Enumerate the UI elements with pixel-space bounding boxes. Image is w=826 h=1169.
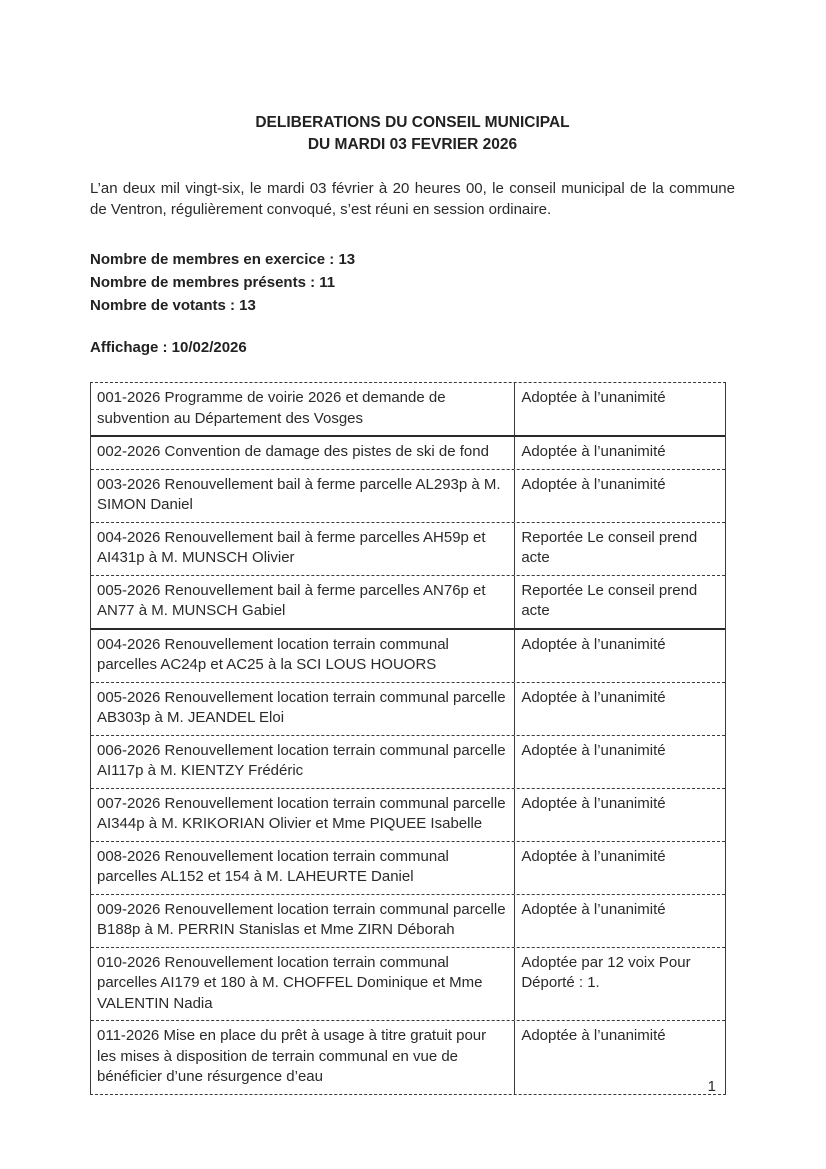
deliberation-cell: 005-2026 Renouvellement location terrain communal parcelle AB303p à M. JEANDEL Eloi	[91, 683, 515, 735]
deliberation-cell: 008-2026 Renouvellement location terrain communal parcelles AL152 et 154 à M. LAHEURTE Daniel	[91, 842, 515, 894]
deliberation-cell: 003-2026 Renouvellement bail à ferme parcelle AL293p à M. SIMON Daniel	[91, 470, 515, 522]
decision-cell: Adoptée à l’unanimité	[521, 475, 666, 493]
decision-cell: Adoptée à l’unanimité	[521, 389, 666, 406]
table-row	[91, 842, 725, 895]
decision-cell: Reportée Le conseil prend acte	[521, 528, 698, 566]
table-row	[91, 1021, 725, 1094]
affichage-line: Affichage : 10/02/2026	[90, 339, 247, 356]
table-row	[91, 576, 725, 630]
votants-line: Nombre de votants : 13	[90, 297, 256, 314]
decision-cell: Adoptée par 12 voix Pour Déporté : 1.	[521, 953, 691, 991]
decision-cell: Adoptée à l’unanimité	[521, 1027, 666, 1044]
table-row	[91, 736, 725, 789]
table-row	[91, 895, 725, 948]
table-row	[91, 630, 725, 683]
document-content	[90, 112, 735, 1095]
membres-presents-line: Nombre de membres présents : 11	[90, 274, 336, 291]
decision-cell: Adoptée à l’unanimité	[521, 635, 666, 653]
deliberation-cell: 007-2026 Renouvellement location terrain communal parcelle AI344p à M. KRIKORIAN Olivier et Mme PIQUEE Isabelle	[91, 789, 515, 841]
table-row	[91, 523, 725, 576]
decision-cell: Adoptée à l’unanimité	[521, 794, 666, 812]
table-row	[91, 437, 725, 470]
page-number: 1	[707, 1078, 716, 1095]
title-line-2: DU MARDI 03 FEVRIER 2026	[307, 136, 518, 153]
title-line-1: DELIBERATIONS DU CONSEIL MUNICIPAL	[255, 114, 570, 131]
deliberation-cell: 002-2026 Convention de damage des pistes de ski de fond	[91, 437, 515, 469]
decision-cell: Adoptée à l’unanimité	[521, 900, 666, 918]
deliberation-cell: 011-2026 Mise en place du prêt à usage à titre gratuit pour les mises à disposition de terrain communal en vue de bénéficier d’une résurgence d’eau	[91, 1021, 515, 1094]
deliberations-table	[90, 382, 726, 1095]
deliberation-cell: 010-2026 Renouvellement location terrain communal parcelles AI179 et 180 à M. CHOFFEL Dominique et Mme VALENTIN Nadia	[91, 948, 515, 1021]
deliberation-cell: 004-2026 Renouvellement bail à ferme parcelles AH59p et AI431p à M. MUNSCH Olivier	[91, 523, 515, 575]
membres-exercice-line: Nombre de membres en exercice : 13	[90, 251, 356, 268]
table-row	[91, 683, 725, 736]
decision-cell: Adoptée à l’unanimité	[521, 688, 666, 706]
deliberation-cell: 004-2026 Renouvellement location terrain communal parcelles AC24p et AC25 à la SCI LOUS HOUORS	[91, 630, 515, 682]
table-row	[91, 948, 725, 1022]
table-row	[91, 470, 725, 523]
decision-cell: Reportée Le conseil prend acte	[521, 581, 698, 619]
deliberation-cell: 006-2026 Renouvellement location terrain communal parcelle AI117p à M. KIENTZY Frédéric	[91, 736, 515, 788]
members-block	[90, 248, 735, 317]
deliberation-cell: 005-2026 Renouvellement bail à ferme parcelles AN76p et AN77 à M. MUNSCH Gabiel	[91, 576, 515, 628]
decision-cell: Adoptée à l’unanimité	[521, 443, 666, 460]
deliberation-cell: 009-2026 Renouvellement location terrain communal parcelle B188p à M. PERRIN Stanislas et Mme ZIRN Déborah	[91, 895, 515, 947]
document-title	[90, 112, 735, 156]
decision-cell: Adoptée à l’unanimité	[521, 741, 666, 759]
table-row	[91, 789, 725, 842]
intro-paragraph: L’an deux mil vingt-six, le mardi 03 février à 20 heures 00, le conseil municipal de la commune de Ventron, régulièrement convoqué, s’est réuni en session ordinaire.	[90, 180, 735, 218]
deliberation-cell: 001-2026 Programme de voirie 2026 et demande de subvention au Département des Vosges	[91, 383, 515, 435]
decision-cell: Adoptée à l’unanimité	[521, 847, 666, 865]
table-row	[91, 383, 725, 437]
